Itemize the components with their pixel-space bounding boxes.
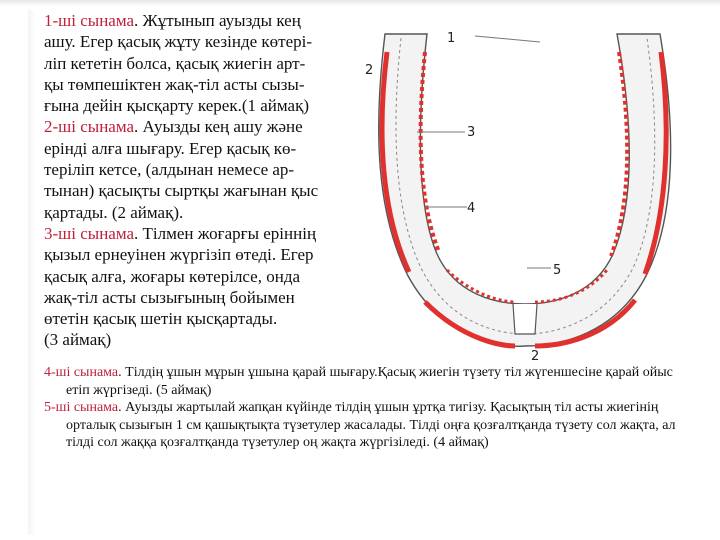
- test-3-line-1: 3-ші сынама. Тілмен жоғарғы еріннің: [44, 223, 317, 243]
- zone-label-4: 4: [467, 201, 476, 216]
- test-4-paragraph: [44, 364, 684, 399]
- test-1-line-2: ашу. Егер қасық жұту кезінде көтері-: [44, 32, 313, 52]
- test-5-text: . Ауызды жартылай жапқан күйінде тілдің ұшын ұртқа тигізу. Қасықтың тіл асты жиегінің орталық сызығын 1 см қашықтықта түзетулер жасалады. Тілді оңға қозғалтқанда түзету сол жақта, ал тілді сол жаққа қозғалтқанда түзетулер оң жақта жүргізіледі. (4 аймақ): [66, 400, 676, 451]
- test-2-line-2: ерінді алға шығару. Егер қасық кө-: [44, 138, 297, 158]
- test-2-line-3: теріліп кетсе, (алдынан немесе ар-: [44, 160, 295, 180]
- test-1-line-4: қы төмпешіктен жақ-тіл асты сызы-: [44, 74, 305, 94]
- test-1-line-1: 1-ші сынама. Жұтынып ауызды кең: [44, 11, 301, 30]
- zone-label-2-top: 2: [365, 63, 374, 78]
- test-5-paragraph: [44, 399, 684, 452]
- test-3-line-4: жақ-тіл асты сызығының бойымен: [44, 287, 295, 307]
- zone-label-2-bottom: 2: [531, 349, 540, 364]
- top-shadow: [0, 0, 720, 6]
- zone-label-3: 3: [467, 125, 476, 140]
- test-3-line-6: (3 аймақ): [44, 330, 112, 350]
- left-text-block: [44, 10, 372, 351]
- test-1-title: 1-ші сынама: [44, 11, 135, 30]
- test-3-line-2: қызыл ернеуінен жүргізіп өтеді. Егер: [44, 245, 314, 265]
- zone-label-1: 1: [447, 31, 456, 46]
- test-5-title: 5-ші сынама: [44, 400, 119, 416]
- test-3-line-5: өтетін қасық шетін қысқартады.: [44, 309, 278, 329]
- test-1-line-3: ліп кететін болса, қасық жиегін арт-: [44, 53, 306, 73]
- zone-label-5: 5: [553, 263, 562, 278]
- test-2-title: 2-ші сынама: [44, 117, 135, 137]
- test-3-line-3: қасық алға, жоғары көтерілсе, онда: [44, 266, 301, 286]
- frenum-notch: [513, 304, 537, 334]
- slide-frame-edge: [28, 10, 36, 535]
- bottom-text-block: [44, 364, 684, 452]
- test-2-line-4: тынан) қасықты сыртқы жағынан қыс: [44, 181, 319, 201]
- test-1-line-5: ғына дейін қысқарту керек.(1 аймақ): [44, 96, 310, 116]
- test-2-line-5: қартады. (2 аймақ).: [44, 202, 184, 222]
- denture-tray-diagram: [355, 12, 685, 367]
- test-3-title: 3-ші сынама: [44, 223, 135, 243]
- test-2-line-1: 2-ші сынама. Ауызды кең ашу және: [44, 117, 303, 137]
- test-4-title: 4-ші сынама: [44, 365, 119, 380]
- test-4-text: . Тілдің ұшын мұрын ұшына қарай шығару.Қасық жиегін түзету тіл жүгеншесіне қарай ойыс етіп жүргізеді. (5 аймақ): [66, 365, 673, 398]
- guide-line-1: [475, 36, 540, 42]
